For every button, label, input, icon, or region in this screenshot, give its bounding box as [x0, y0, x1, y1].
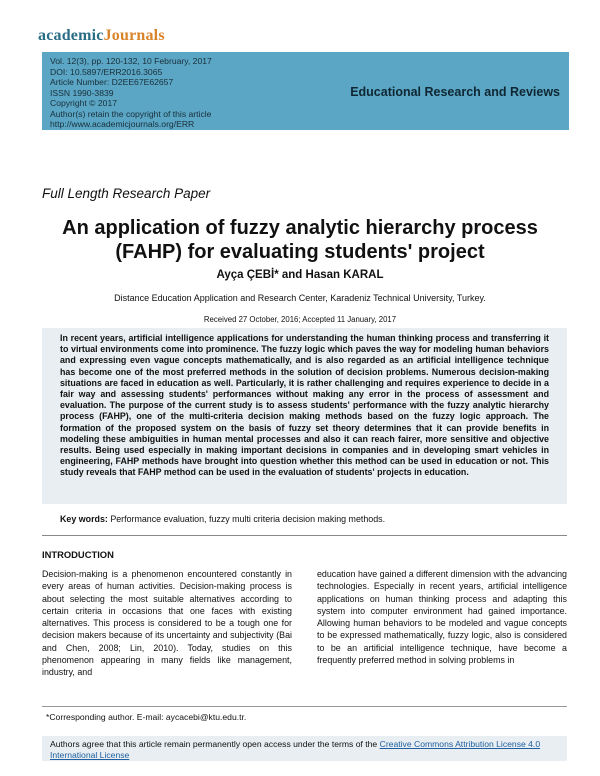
meta-url[interactable]: http://www.academicjournals.org/ERR — [50, 119, 195, 129]
license-text — [50, 739, 559, 761]
keywords — [60, 514, 385, 524]
meta-issn: ISSN 1990-3839 — [50, 87, 114, 98]
meta-copyright: Copyright © 2017 — [50, 98, 118, 108]
corresponding-author: *Corresponding author. E-mail: aycacebi@ktu.edu.tr. — [46, 712, 247, 722]
paper-title: An application of fuzzy analytic hierarchy process (FAHP) for evaluating students' project — [62, 217, 538, 263]
license-prefix: Authors agree that this article remain permanently open access under the terms of the — [50, 739, 380, 749]
meta-volume: Vol. 12(3), pp. 120-132, 10 February, 2017 — [50, 56, 212, 66]
keywords-label: Key words: — [60, 514, 108, 524]
license-box — [42, 736, 567, 761]
abstract-text: In recent years, artificial intelligence applications for understanding the human thinking process and transferring it to virtual environments come into prominence. The fuzzy logic which paves the way for modeling human behaviors and expressing even vague concepts mathematically, and is also regarded as an artificial intelligence technique has become one of the most preferred methods in the solution of decision problems. Numerous decision-making situations are faced in education as well. Particularly, it is rather challenging and requires experience to decide in a fair way and assessing students' performances without making any error in the process of assessment and evaluation. The purpose of the current study is to assess students' performance with the fuzzy analytic hierarchy process (FAHP), one of the multi-criteria decision making methods based on the fuzzy logic approach. The formation of the proposed system on the basis of fuzzy set theory determines that it can provide benefits in modeling these ambiguities in human mental processes and also it can reach fairer, more sensitive and objective results. Being used especially in making important decisions in companies and in developing smart vehicles in engineering, FAHP methods have brought into question whether this method can be used in education or not. This study reveals that FAHP method can be used in the evaluation of students' projects in education. — [60, 333, 549, 478]
meta-doi: DOI: 10.5897/ERR2016.3065 — [50, 66, 163, 77]
paper-dates: Received 27 October, 2016; Accepted 11 January, 2017 — [203, 315, 397, 324]
license-link[interactable]: Creative Commons Attribution License 4.0 International License — [50, 739, 541, 760]
introduction-heading: INTRODUCTION — [42, 549, 114, 560]
article-meta — [50, 56, 212, 130]
keywords-text: Performance evaluation, fuzzy multi criteria decision making methods. — [110, 514, 386, 524]
journal-logo: academicJournals — [38, 27, 165, 44]
journal-name: Educational Research and Reviews — [350, 85, 560, 99]
meta-rights: Author(s) retain the copyright of this article — [50, 108, 212, 119]
paper-type: Full Length Research Paper — [42, 186, 211, 201]
body-column-right: education have gained a different dimension with the advancing technologies. Especially in recent years, artificial intelligence applications on human thinking process and adapting this system into computer environment had gained importance. Allowing human behaviors to be modeled and vague concepts to be expressed mathematically, fuzzy logic, also is considered to be an artificial intelligence technique, have become a frequently preferred method in solving problems in — [317, 569, 567, 666]
abstract-box — [42, 328, 567, 504]
paper-authors: Ayça ÇEBİ* and Hasan KARAL — [216, 269, 384, 281]
body-column-left: Decision-making is a phenomenon encountered constantly in every areas of human activities. Decision-making process is about selecting the most suitable alternatives according to certain criteria in occasions that one faces with existing alternatives. This process is considered to be a tough one for decision makers because of its uncertainty and subjectivity (Bai and Chen, 2008; Lin, 2010). Today, studies on this phenomenon appearing in many fields like management, industry, and — [42, 569, 292, 678]
meta-article-number: Article Number: D2EE67E62657 — [50, 77, 174, 87]
paper-affiliation: Distance Education Application and Research Center, Karadeniz Technical University, Turkey. — [114, 293, 486, 303]
section-divider — [42, 535, 567, 536]
footnote-divider — [42, 706, 567, 707]
